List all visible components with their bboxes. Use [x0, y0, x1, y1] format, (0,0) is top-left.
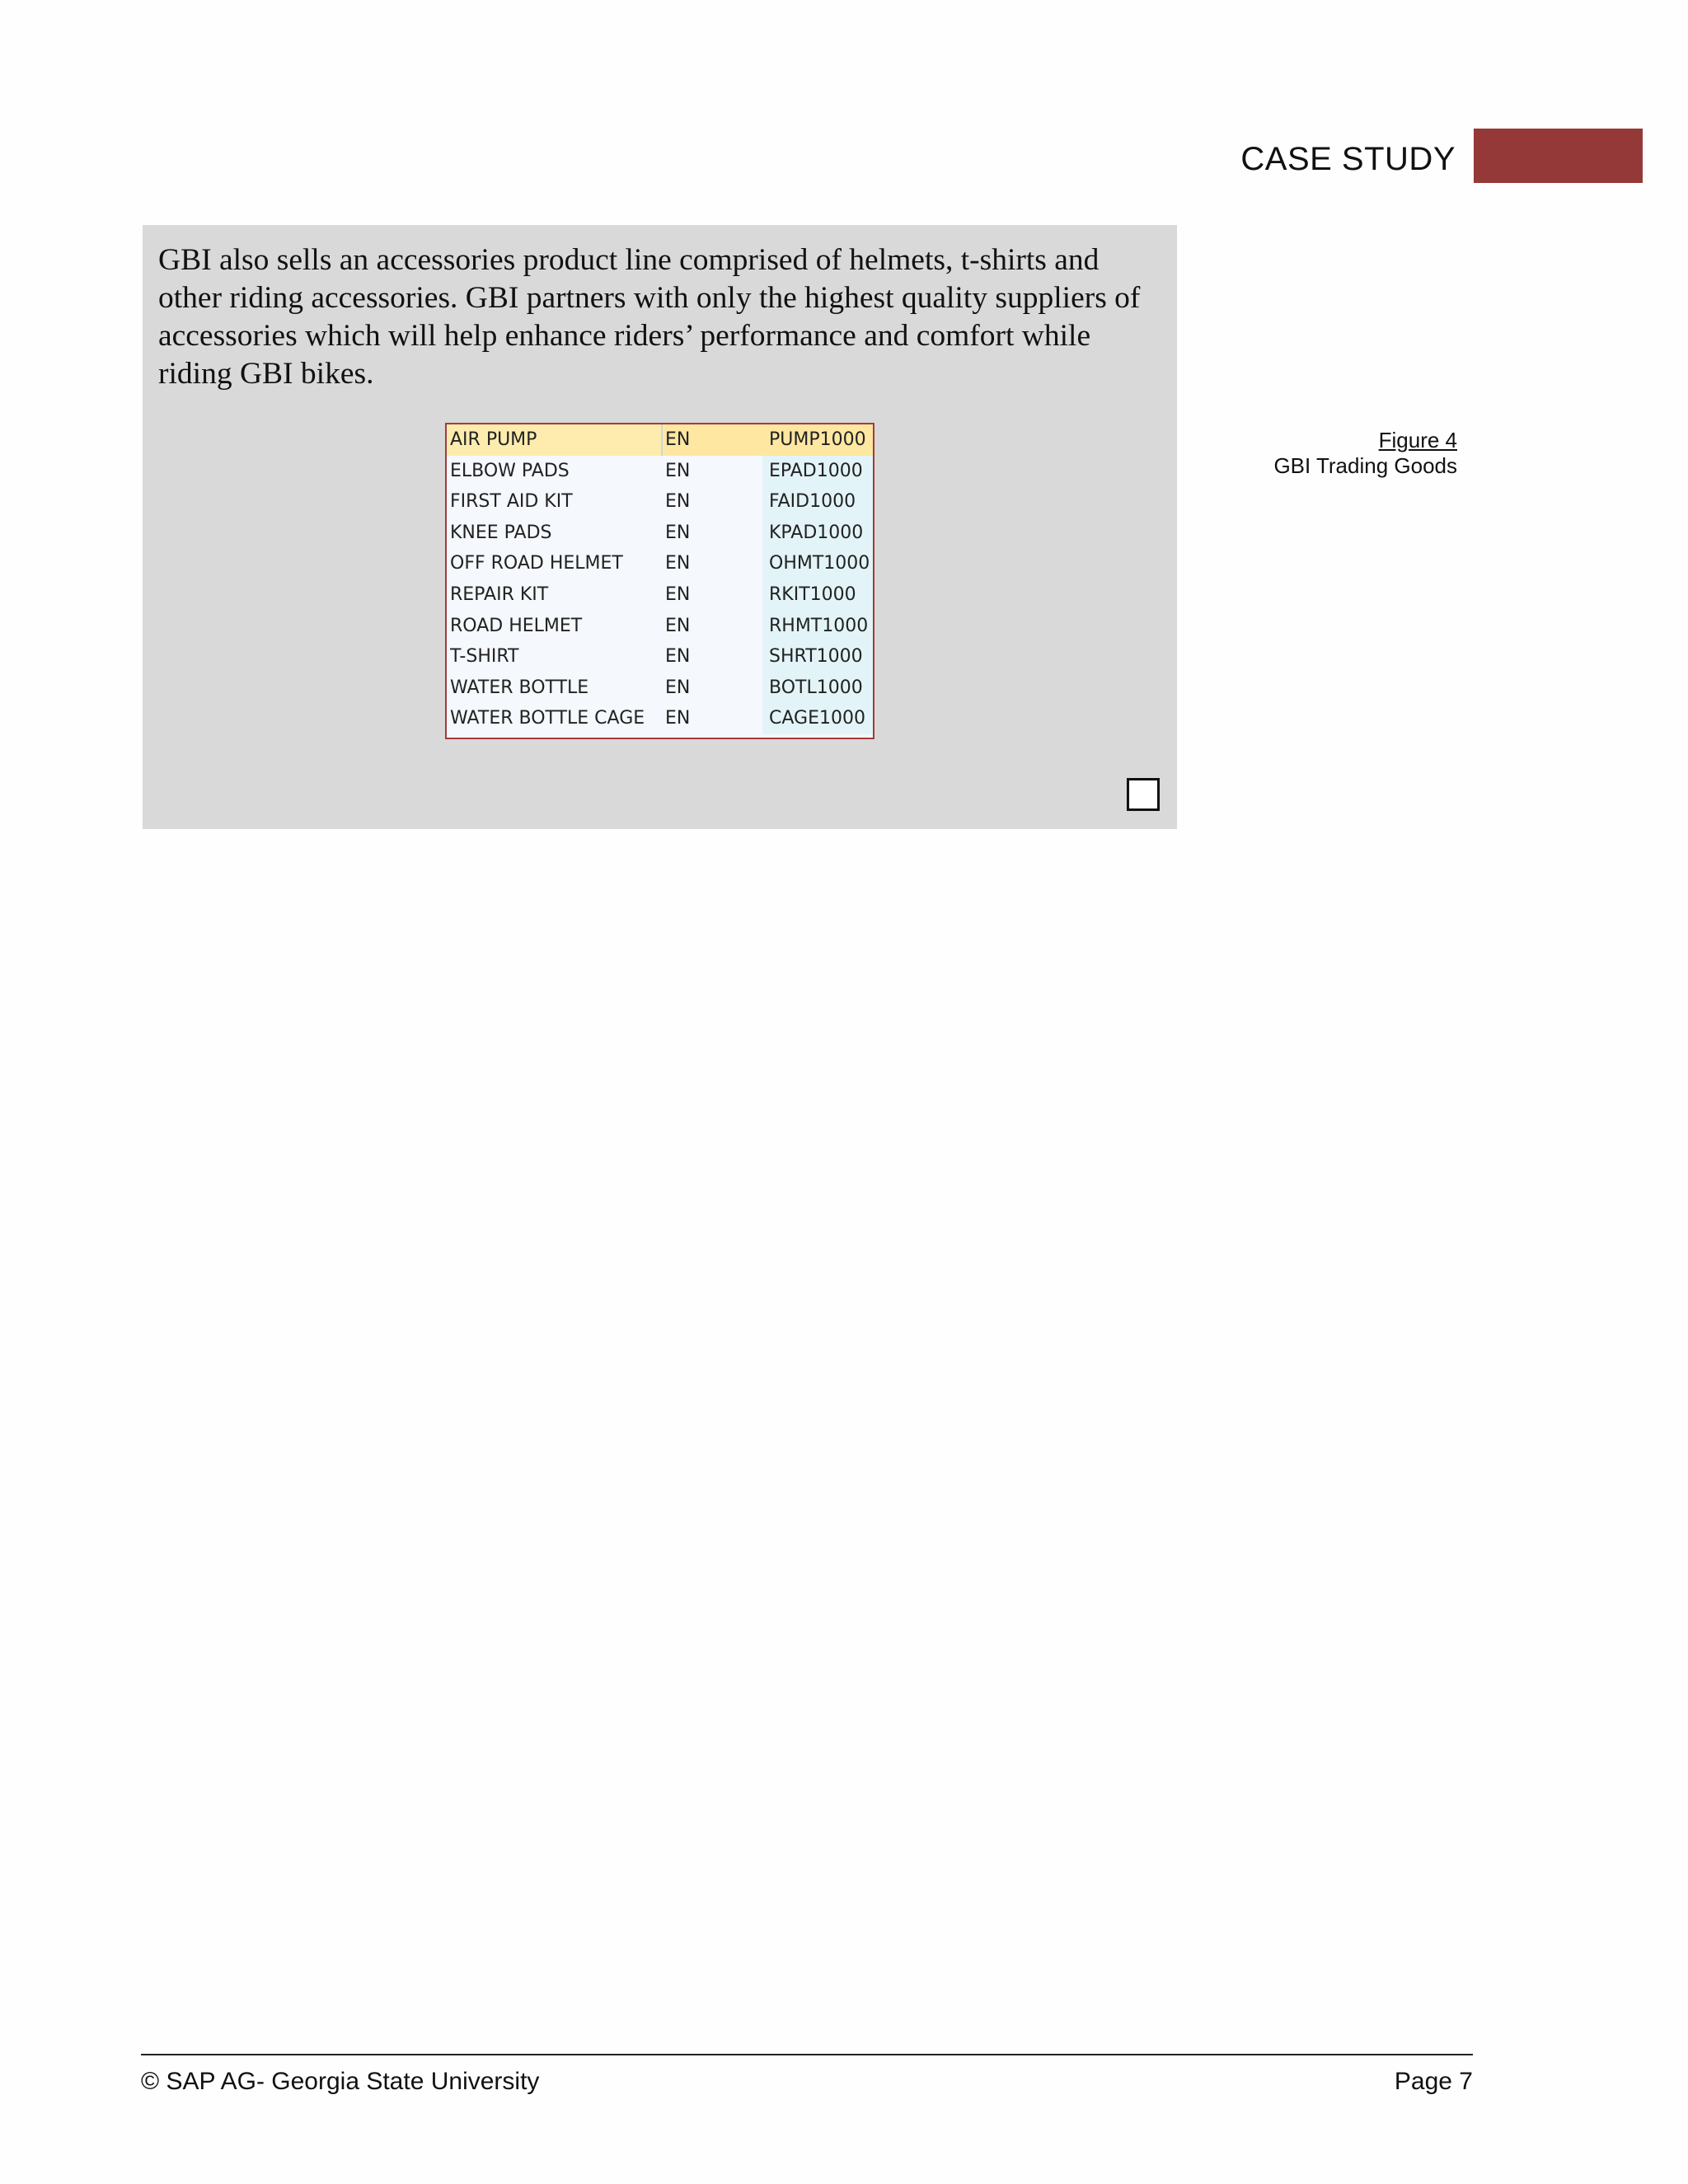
material-name: AIR PUMP: [447, 424, 663, 456]
footer-copyright: © SAP AG- Georgia State University: [141, 2068, 540, 2095]
language-key: EN: [665, 677, 691, 698]
language-key: EN: [665, 583, 691, 605]
material-code: PUMP1000: [762, 424, 873, 456]
material-code: KPAD1000: [762, 518, 873, 549]
figure-title: GBI Trading Goods: [1273, 453, 1457, 478]
language-key: EN: [665, 708, 691, 729]
language-key: EN: [665, 424, 762, 456]
material-code: RKIT1000: [762, 579, 873, 611]
table-row: [447, 424, 873, 456]
footer-divider: [141, 2054, 1473, 2055]
content-box: [143, 225, 1177, 829]
language-key: EN: [665, 522, 691, 543]
material-name: WATER BOTTLE: [450, 677, 589, 698]
footer-page-number: Page 7: [1394, 2068, 1473, 2095]
empty-square-marker: [1127, 778, 1160, 811]
table-row: [447, 611, 873, 642]
table-row: [447, 518, 873, 549]
material-code: EPAD1000: [762, 456, 873, 487]
figure-number: Figure 4: [1378, 428, 1457, 452]
table-row: [447, 548, 873, 579]
language-key: EN: [665, 491, 691, 513]
language-key: EN: [665, 553, 691, 574]
material-name: KNEE PADS: [450, 522, 552, 543]
material-code: CAGE1000: [762, 703, 873, 734]
material-name: ROAD HELMET: [450, 615, 583, 636]
table-row: [447, 486, 873, 518]
material-name: REPAIR KIT: [450, 583, 549, 605]
table-row: [447, 703, 873, 734]
material-code: SHRT1000: [762, 641, 873, 673]
table-row: [447, 673, 873, 704]
figure-caption: [1187, 428, 1457, 479]
material-code: RHMT1000: [762, 611, 873, 642]
language-key: EN: [665, 615, 691, 636]
material-name: FIRST AID KIT: [450, 491, 573, 513]
intro-paragraph: GBI also sells an accessories product line comprised of helmets, t-shirts and other riding accessories. GBI partners with only the highest quality suppliers of accessories which will help enhance riders’ performance and comfort while riding GBI bikes.: [158, 243, 1141, 391]
trading-goods-table: [445, 423, 874, 739]
material-name: ELBOW PADS: [450, 460, 570, 481]
material-code: BOTL1000: [762, 673, 873, 704]
material-name: OFF ROAD HELMET: [450, 553, 623, 574]
table-row: [447, 579, 873, 611]
language-key: EN: [665, 460, 691, 481]
table-row: [447, 641, 873, 673]
header-accent-bar: [1474, 129, 1643, 183]
case-study-label: CASE STUDY: [1240, 141, 1456, 177]
material-name: T-SHIRT: [450, 646, 519, 668]
material-code: OHMT1000: [762, 548, 873, 579]
table-row: [447, 456, 873, 487]
language-key: EN: [665, 646, 691, 668]
material-code: FAID1000: [762, 486, 873, 518]
material-name: WATER BOTTLE CAGE: [450, 708, 645, 729]
